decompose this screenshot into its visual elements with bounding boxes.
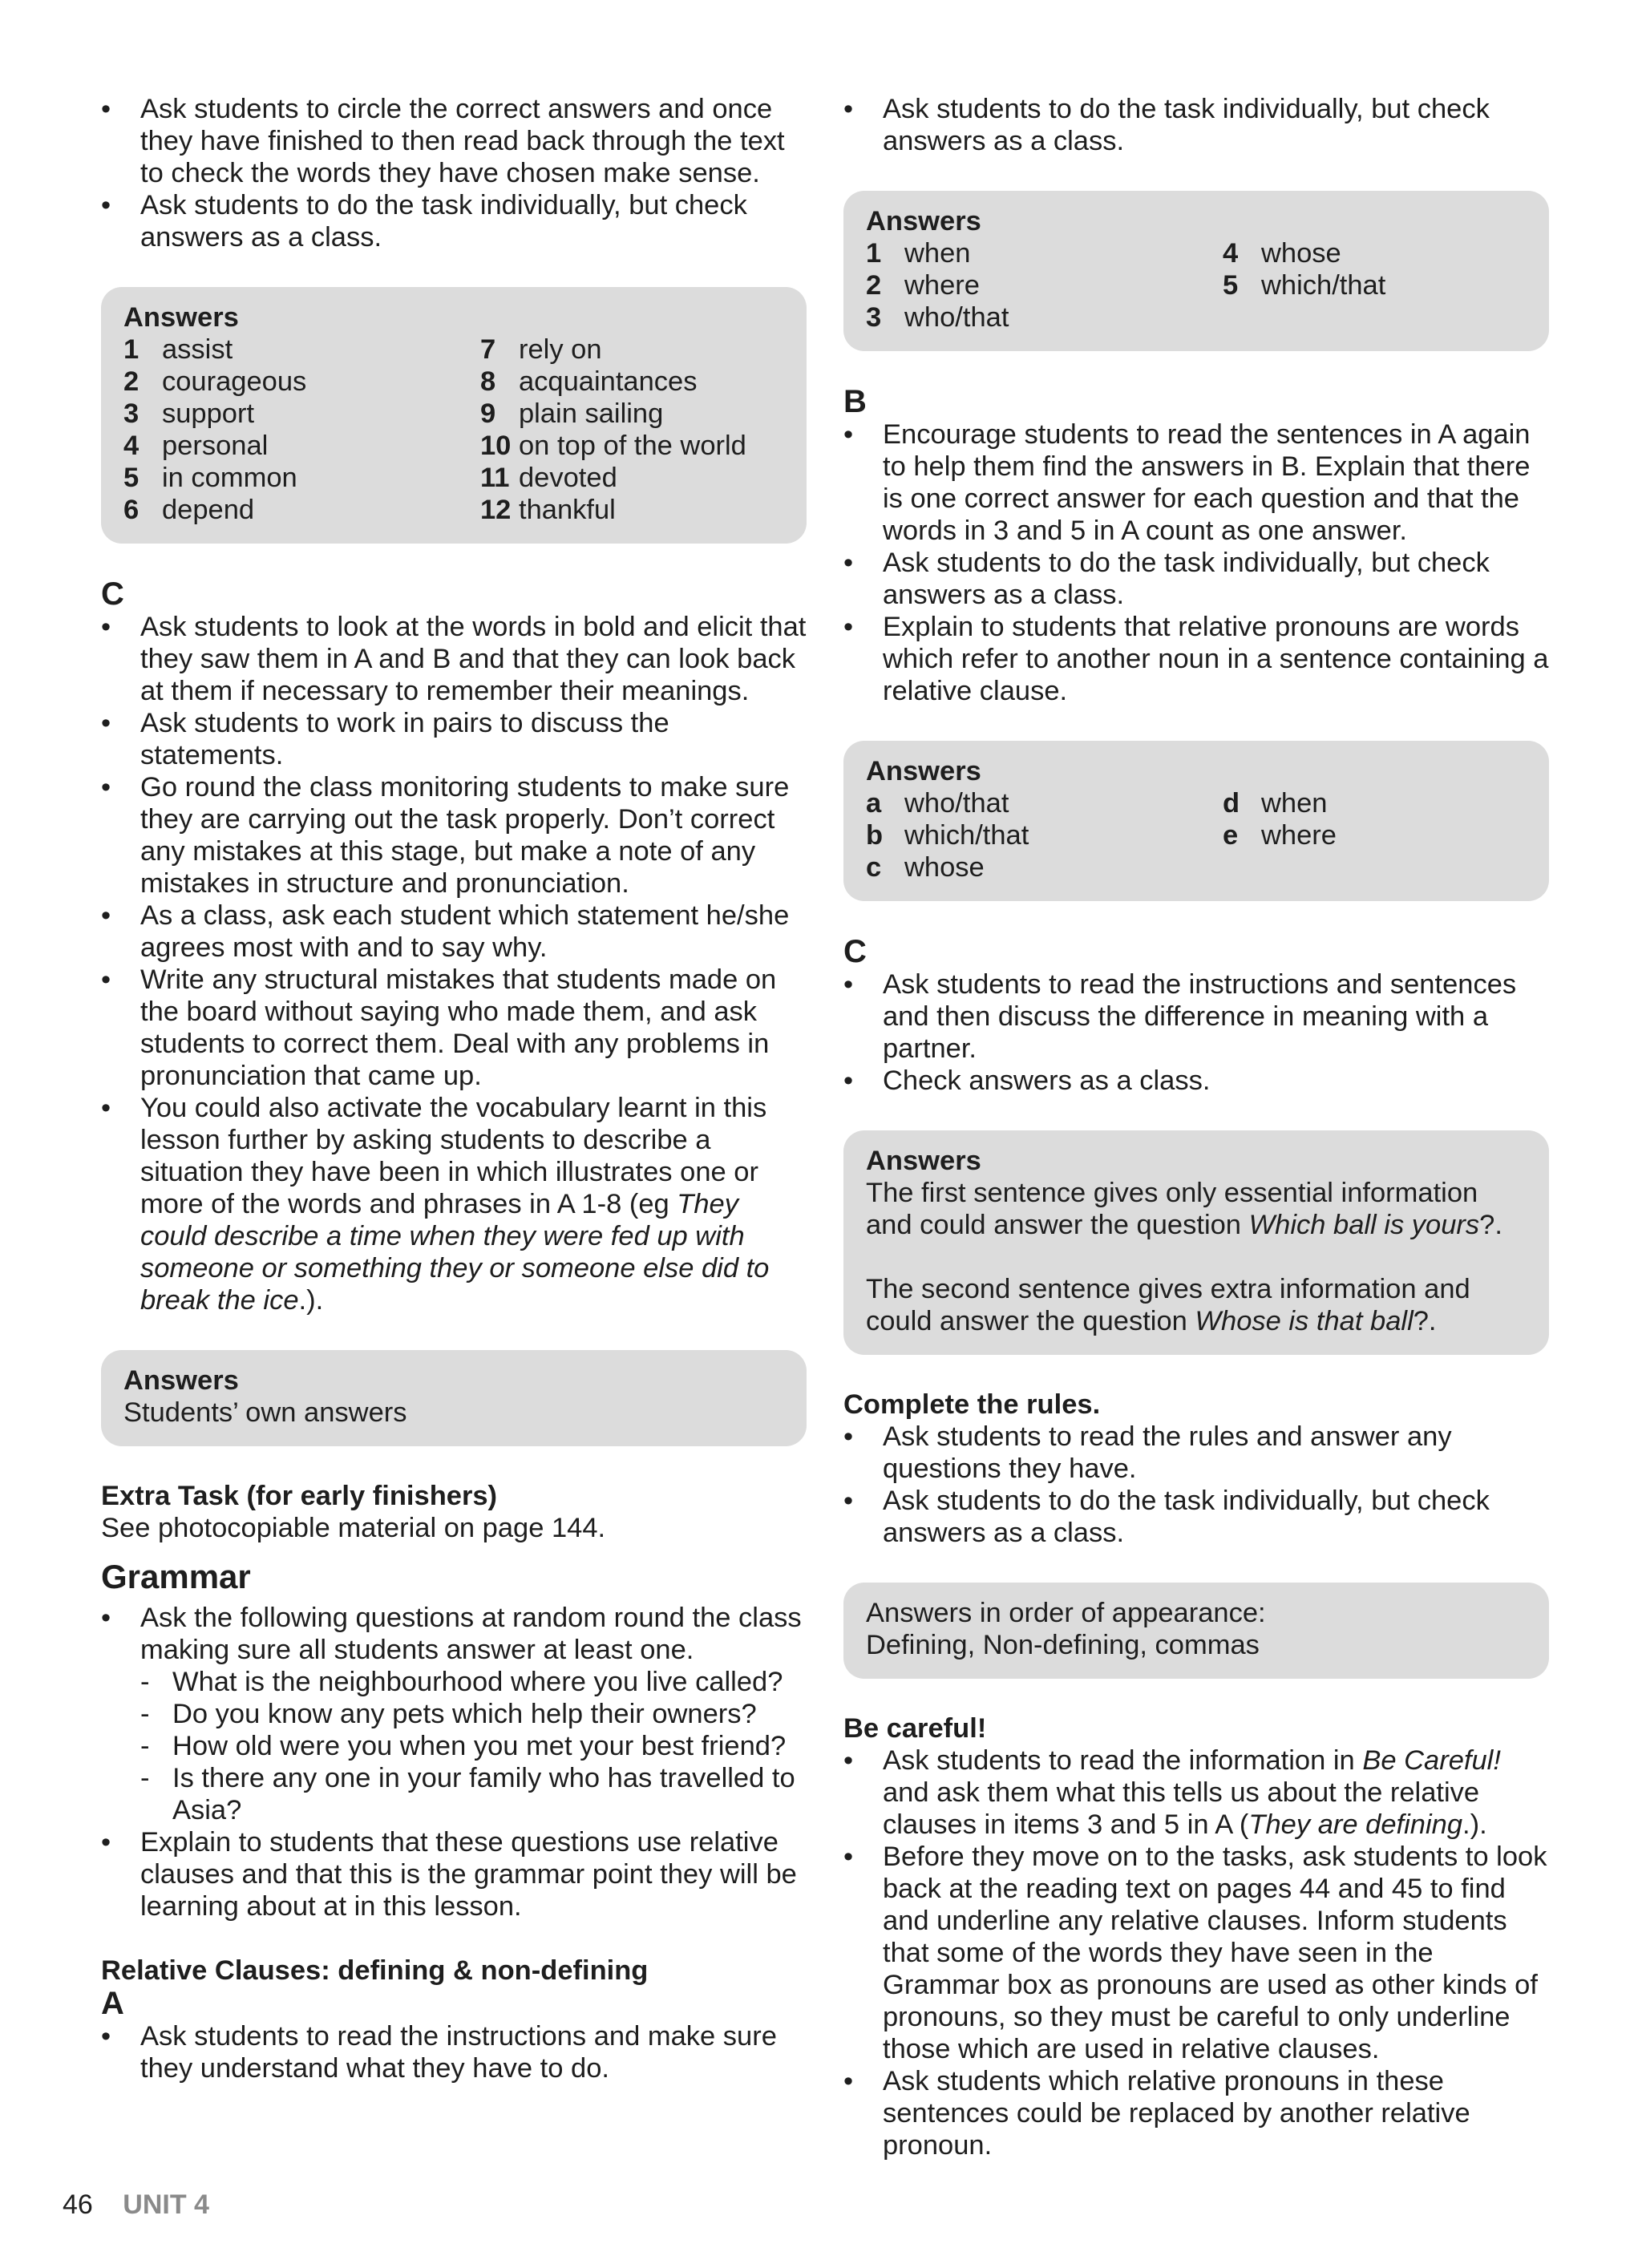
answer-item: 3 who/that (866, 302, 1009, 333)
answer-item: 2 courageous (123, 366, 307, 397)
list-item: • Ask students to do the task individually, but check answers as a class. (843, 93, 1549, 157)
answer-item: 3 support (123, 398, 255, 429)
intro-list (101, 93, 807, 253)
right-column (843, 93, 1549, 2161)
answer-item: 6 depend (123, 495, 255, 525)
page-number: 46 (63, 2189, 93, 2220)
question-item: - Do you know any pets which help their owners? (140, 1698, 807, 1730)
answers-grid (123, 334, 784, 526)
rules-list (843, 1421, 1549, 1549)
answers-line-1: Answers in order of appearance: (866, 1598, 1266, 1628)
answer-item: c whose (866, 852, 985, 883)
intro-list (843, 93, 1549, 157)
answer-item: 5 in common (123, 463, 297, 493)
answer-item: a who/that (866, 788, 1009, 819)
list-item: • Check answers as a class. (843, 1065, 1549, 1097)
answers-col-2 (1223, 237, 1527, 334)
be-careful-heading: Be careful! (843, 1713, 987, 1744)
left-column (101, 93, 807, 2084)
list-item: • Ask the following questions at random round the class making sure all students answer at least one. - What is the neighbourhood where you live called? - Do you know any pets which help their owners? - How old were you when you met your best friend? - Is there any one in your family who has travelled to Asia? (101, 1602, 807, 1826)
list-item: • Ask students to do the task individually, but check answers as a class. (843, 1485, 1549, 1549)
answer-item: e where (1223, 820, 1337, 851)
list-item: • Explain to students that relative pronouns are words which refer to another noun in a sentence containing a relative clause. (843, 611, 1549, 707)
answers-col-1 (866, 237, 1207, 334)
list-item: • As a class, ask each student which statement he/she agrees most with and to say why. (101, 900, 807, 964)
answers-box (843, 1130, 1549, 1355)
section-b-list (843, 418, 1549, 707)
answers-line-2: Defining, Non-defining, commas (866, 1630, 1260, 1660)
list-item: • Before they move on to the tasks, ask students to look back at the reading text on pages 44 and 45 to find and underline any relative clauses. Inform students that some of the words they have seen in the Grammar box as pronouns are used as other kinds of pronouns, so they must be careful to only underline those which are used in relative clauses. (843, 1841, 1549, 2065)
answer-item: 5 which/that (1223, 270, 1386, 301)
answers-box (843, 191, 1549, 351)
answers-col-2 (1223, 787, 1527, 883)
list-item: • Ask students to do the task individually, but check answers as a class. (101, 189, 807, 253)
answers-paragraph-1: The first sentence gives only essential information and could answer the question Which ball is yours?. (866, 1178, 1502, 1240)
answer-item: 1 when (866, 238, 971, 269)
answer-item: d when (1223, 788, 1328, 819)
answers-col-2 (480, 334, 784, 526)
extra-task-title: Extra Task (for early finishers) (101, 1481, 498, 1511)
section-letter-a: A (101, 1986, 124, 2021)
list-item: • Ask students to read the rules and answer any questions they have. (843, 1421, 1549, 1485)
answer-item: 4 whose (1223, 238, 1341, 269)
complete-rules-heading: Complete the rules. (843, 1389, 1101, 1420)
answers-title: Answers (866, 206, 981, 237)
spacer (866, 1241, 1527, 1273)
answer-item: 12 thankful (480, 495, 616, 525)
section-letter-c: C (101, 576, 124, 612)
answers-title: Answers (866, 756, 981, 786)
list-item: • Ask students to work in pairs to discuss the statements. (101, 707, 807, 771)
answers-col-1 (123, 334, 464, 526)
answers-title: Answers (866, 1146, 981, 1176)
answers-grid (866, 237, 1527, 334)
extra-task-text: See photocopiable material on page 144. (101, 1513, 606, 1543)
answers-paragraph-2: The second sentence gives extra information and could answer the question Whose is that ball?. (866, 1274, 1470, 1336)
answers-grid (866, 787, 1527, 883)
section-a-list (101, 2020, 807, 2084)
answer-item: 1 assist (123, 334, 233, 365)
answer-item: b which/that (866, 820, 1029, 851)
question-item: - How old were you when you met your best friend? (140, 1730, 807, 1762)
answers-title: Answers (123, 1365, 239, 1396)
answers-text: Students’ own answers (123, 1397, 407, 1428)
question-list (140, 1666, 807, 1826)
unit-label: UNIT 4 (123, 2189, 209, 2220)
section-letter-c: C (843, 934, 867, 969)
answers-box (101, 287, 807, 544)
list-item: • Ask students to read the instructions and make sure they understand what they have to do. (101, 2020, 807, 2084)
list-item: • Go round the class monitoring students to make sure they are carrying out the task properly. Don’t correct any mistakes at this stage, but make a note of any mistakes in structure and pronunciation. (101, 771, 807, 900)
list-item: • You could also activate the vocabulary learnt in this lesson further by asking students to describe a situation they have been in which illustrates one or more of the words and phrases in A 1-8 (eg They could describe a time when they were fed up with someone or something they or someone else did to break the ice.). (101, 1092, 807, 1316)
section-c-list (843, 968, 1549, 1097)
page-footer (63, 2189, 209, 2221)
list-item: • Ask students to look at the words in bold and elicit that they saw them in A and B and that they can look back at them if necessary to remember their meanings. (101, 611, 807, 707)
answer-item: 11 devoted (480, 463, 617, 493)
grammar-heading: Grammar (101, 1558, 251, 1595)
question-item: - What is the neighbourhood where you live called? (140, 1666, 807, 1698)
be-careful-list (843, 1744, 1549, 2161)
answer-item: 7 rely on (480, 334, 602, 365)
section-c-list (101, 611, 807, 1316)
list-item: • Ask students to read the information in Be Careful! and ask them what this tells us about the relative clauses in items 3 and 5 in A (They are defining.). (843, 1744, 1549, 1841)
question-item: - Is there any one in your family who has travelled to Asia? (140, 1762, 807, 1826)
answer-item: 9 plain sailing (480, 398, 664, 429)
answer-item: 8 acquaintances (480, 366, 698, 397)
list-item: • Encourage students to read the sentences in A again to help them find the answers in B. Explain that there is one correct answer for each question and that the words in 3 and 5 in A count as one answer. (843, 418, 1549, 547)
answer-item: 4 personal (123, 431, 269, 461)
list-item: • Ask students which relative pronouns in these sentences could be replaced by another relative pronoun. (843, 2065, 1549, 2161)
answers-box (843, 1583, 1549, 1679)
answers-col-1 (866, 787, 1207, 883)
list-item: • Ask students to do the task individually, but check answers as a class. (843, 547, 1549, 611)
answers-box (101, 1350, 807, 1446)
list-item: • Ask students to circle the correct answers and once they have finished to then read back through the text to check the words they have chosen make sense. (101, 93, 807, 189)
answer-item: 2 where (866, 270, 980, 301)
list-item: • Write any structural mistakes that students made on the board without saying who made them, and ask students to correct them. Deal with any problems in pronunciation that came up. (101, 964, 807, 1092)
section-letter-b: B (843, 384, 867, 419)
list-item: • Explain to students that these questions use relative clauses and that this is the grammar point they will be learning about at in this lesson. (101, 1826, 807, 1922)
answers-title: Answers (123, 302, 239, 333)
answer-item: 10 on top of the world (480, 431, 746, 461)
grammar-list (101, 1602, 807, 1922)
list-item: • Ask students to read the instructions and sentences and then discuss the difference in meaning with a partner. (843, 968, 1549, 1065)
relative-clauses-heading: Relative Clauses: defining & non-defining (101, 1955, 649, 1986)
answers-box (843, 741, 1549, 901)
